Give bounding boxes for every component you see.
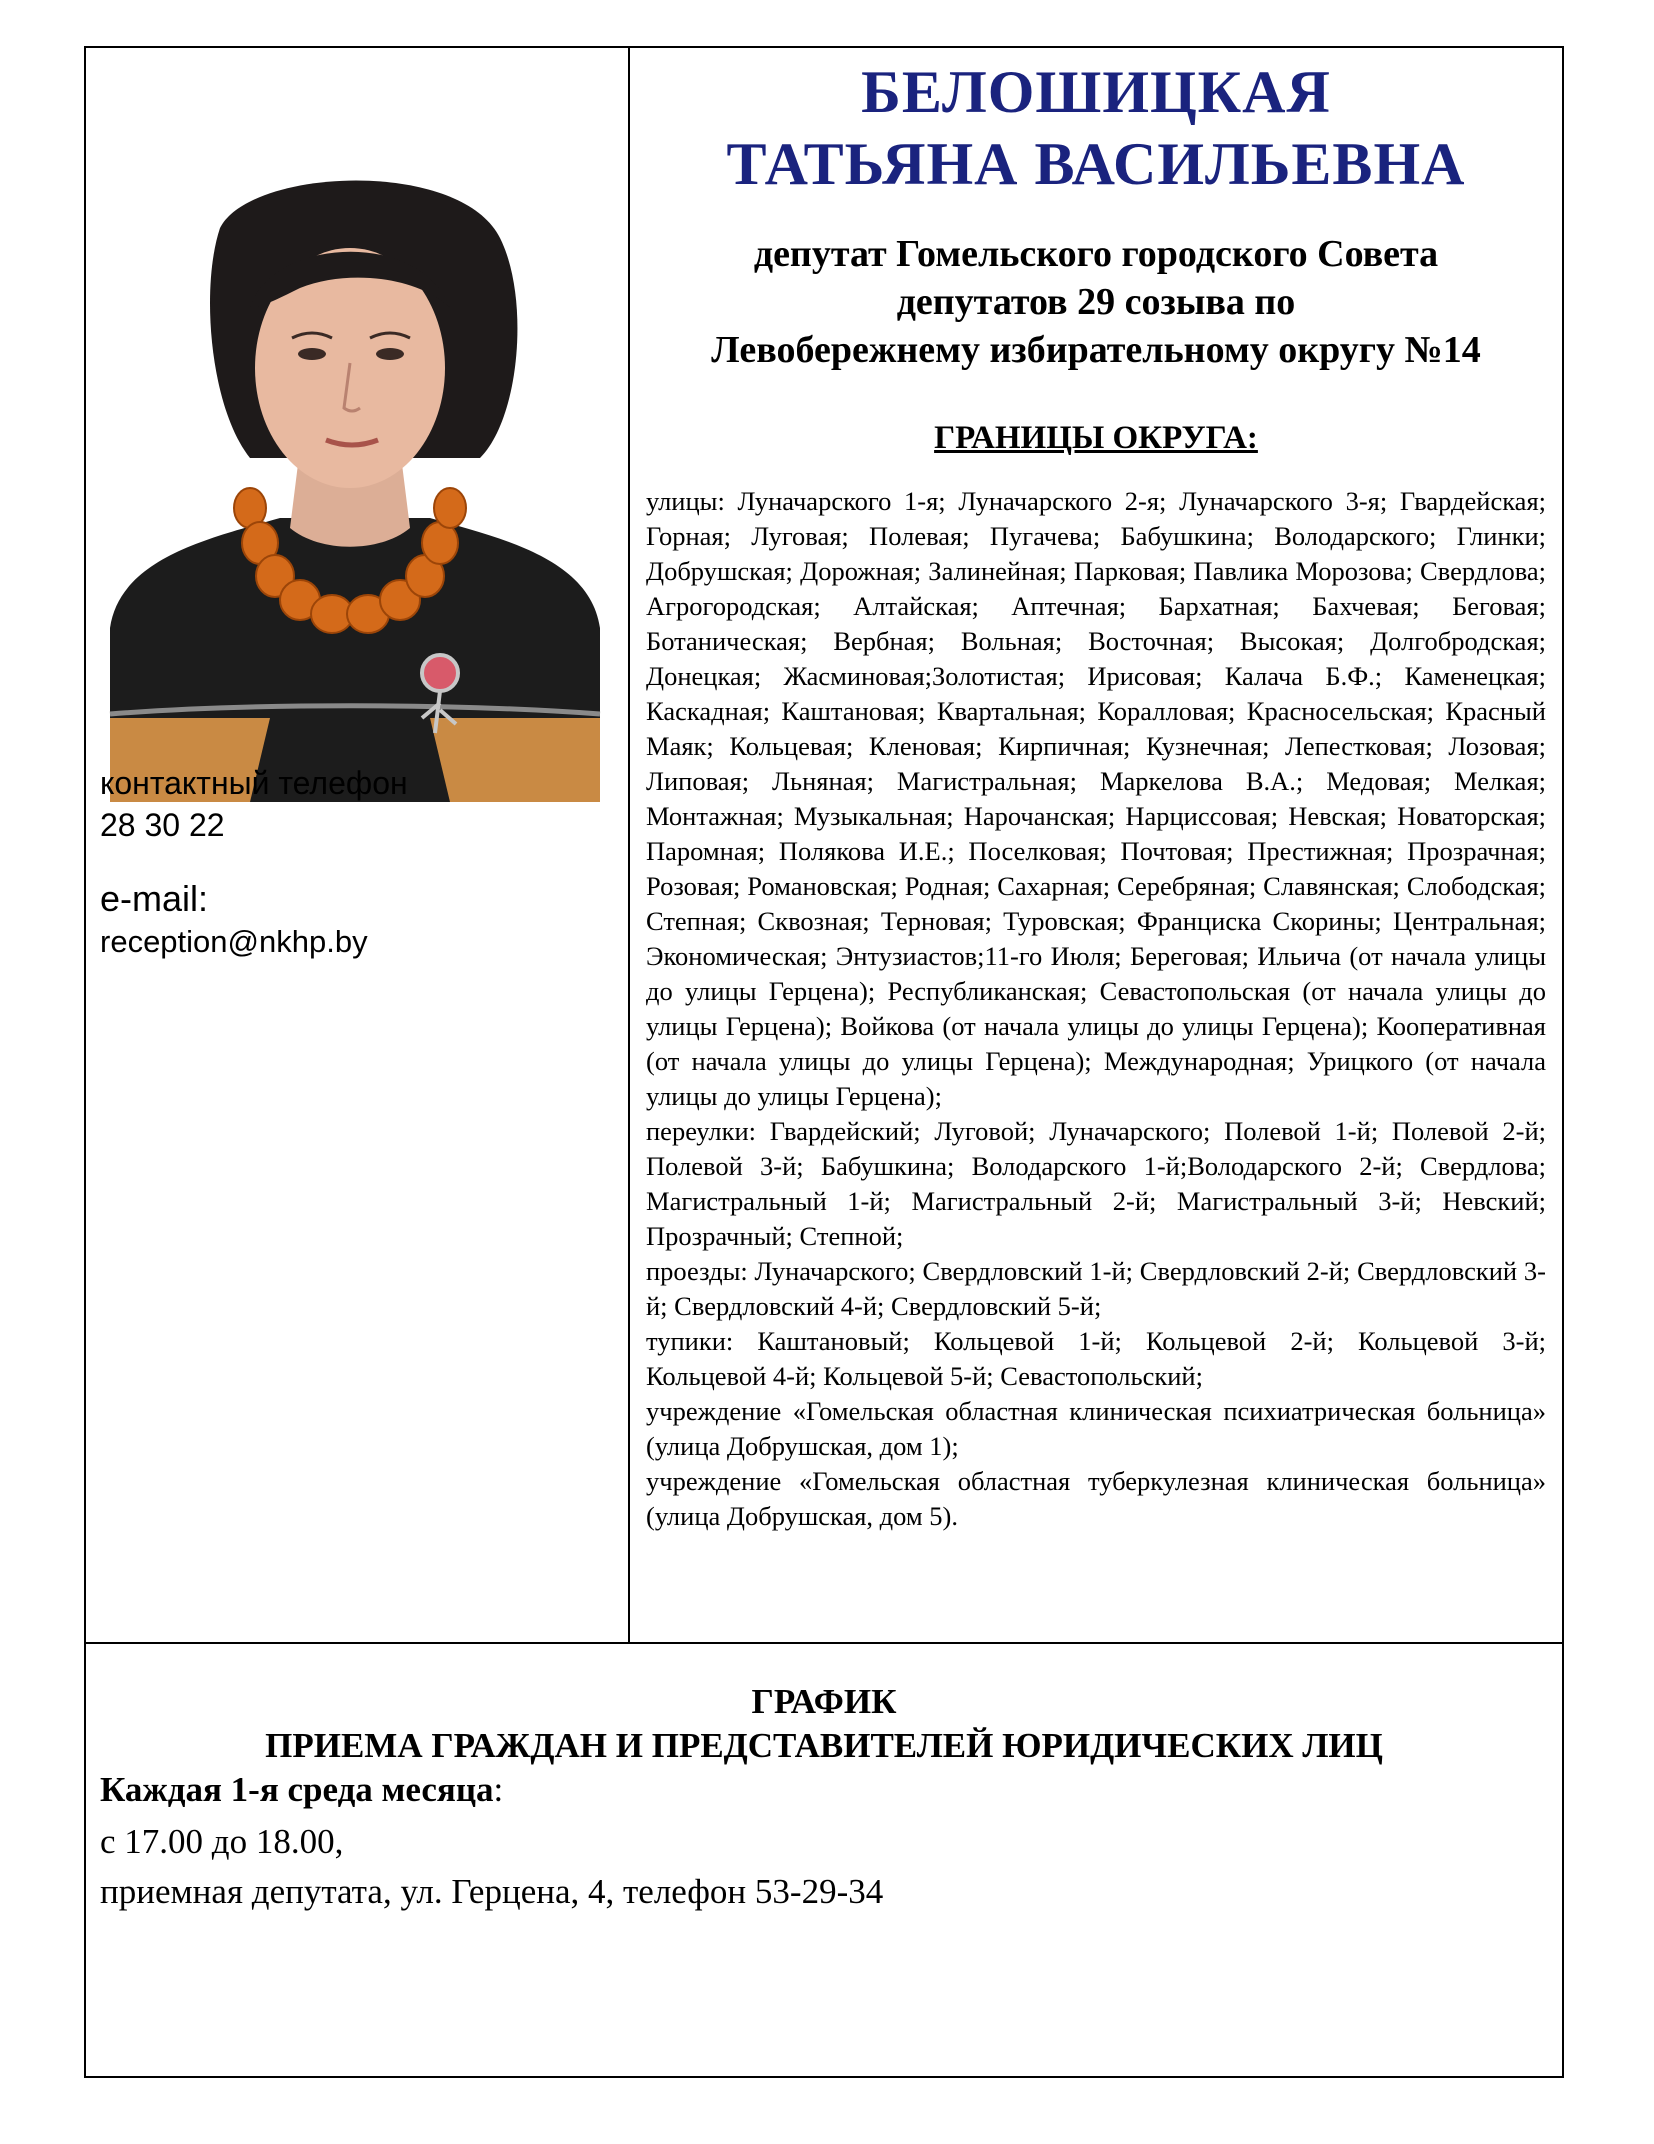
bounds-lanes: переулки: Гвардейский; Луговой; Луначарского; Полевой 1-й; Полевой 2-й; Полевой 3-й; Бабушкина; Володарского 1-й;Володарского 2-й; Свердлова; Магистральный 1-й; Магистральный 2-й; Магистральный 3-й; Невский; Прозрачный; Степной; bbox=[646, 1116, 1546, 1251]
phone-label: контактный телефон bbox=[100, 765, 408, 801]
position-line-2: депутатов 29 созыва по bbox=[896, 281, 1296, 323]
schedule-time: с 17.00 до 18.00, bbox=[100, 1822, 344, 1861]
district-bounds-text bbox=[646, 484, 1546, 1534]
district-bounds-title bbox=[630, 418, 1562, 458]
deputy-photo bbox=[100, 158, 604, 802]
position-line-3: Левобережнему избирательному округу №14 bbox=[711, 329, 1481, 371]
left-column bbox=[86, 48, 630, 1644]
phone-number: 28 30 22 bbox=[100, 807, 225, 843]
bounds-institution-2: учреждение «Гомельская областная туберкулезная клиническая больница» (улица Добрушская, дом 5). bbox=[646, 1466, 1546, 1531]
email-label: e-mail: bbox=[100, 878, 209, 919]
schedule-day-colon: : bbox=[493, 1770, 504, 1809]
schedule-day bbox=[100, 1768, 503, 1812]
deputy-position bbox=[630, 230, 1562, 374]
deputy-given-names: ТАТЬЯНА ВАСИЛЬЕВНА bbox=[726, 131, 1466, 197]
contact-block bbox=[100, 762, 620, 962]
schedule-place: приемная депутата, ул. Герцена, 4, телефон 53-29-34 bbox=[100, 1872, 884, 1911]
bounds-passages: проезды: Луначарского; Свердловский 1-й; Свердловский 2-й; Свердловский 3-й; Свердловский 4-й; Свердловский 5-й; bbox=[646, 1256, 1546, 1321]
position-line-1: депутат Гомельского городского Совета bbox=[753, 233, 1439, 275]
document-frame bbox=[84, 46, 1564, 2078]
bounds-streets: улицы: Луначарского 1-я; Луначарского 2-я; Луначарского 3-я; Гвардейская; Горная; Луговая; Полевая; Пугачева; Бабушкина; Володарского; Глинки; Добрушская; Дорожная; Залинейная; Парковая; Павлика Морозова; Свердлова; Агрогородская; Алтайская; Аптечная; Бархатная; Бахчевая; Беговая; Ботаническая; Вербная; Вольная; Восточная; Высокая; Долгобродская; Донецкая; Жасминовая;Золотистая; Ирисовая; Калача Б.Ф.; Каменецкая; Каскадная; Каштановая; Квартальная; Коралловая; Красносельская; Красный Маяк; Кольцевая; Кленовая; Кирпичная; Кузнечная; Лепестковая; Лозовая; Липовая; Льняная; Магистральная; Маркелова В.А.; Медовая; Мелкая; Монтажная; Музыкальная; Нарочанская; Нарциссовая; Невская; Новаторская; Паромная; Полякова И.Е.; Поселковая; Почтовая; Престижная; Прозрачная; Розовая; Романовская; Родная; Сахарная; Серебряная; Славянская; Слободская; Степная; Сквозная; Терновая; Туровская; Франциска Скорины; Центральная; Экономическая; Энтузиастов;11-го Июля; Береговая; Ильича (от начала улицы до улицы Герцена); Республиканская; Севастопольская (от начала улицы до улицы Герцена); Войкова (от начала улицы до улицы Герцена); Кооперативная (от начала улицы до улицы Герцена); Международная; Урицкого (от начала улицы до улицы Герцена); bbox=[646, 486, 1546, 1111]
email-address: reception@nkhp.by bbox=[100, 924, 368, 959]
right-column bbox=[630, 48, 1562, 1644]
deputy-name bbox=[630, 56, 1562, 200]
district-bounds-heading: ГРАНИЦЫ ОКРУГА: bbox=[934, 420, 1258, 456]
schedule-day-text: Каждая 1-я среда месяца bbox=[100, 1770, 494, 1809]
bounds-institution-1: учреждение «Гомельская областная клиническая психиатрическая больница» (улица Добрушская, дом 1); bbox=[646, 1396, 1546, 1461]
bounds-dead-ends: тупики: Каштановый; Кольцевой 1-й; Кольцевой 2-й; Кольцевой 3-й; Кольцевой 4-й; Кольцевой 5-й; Севастопольский; bbox=[646, 1326, 1546, 1391]
reception-schedule bbox=[86, 1644, 1562, 2078]
schedule-title: ГРАФИК bbox=[751, 1682, 897, 1721]
schedule-subtitle: ПРИЕМА ГРАЖДАН И ПРЕДСТАВИТЕЛЕЙ ЮРИДИЧЕСКИХ ЛИЦ bbox=[265, 1726, 1383, 1765]
deputy-surname: БЕЛОШИЦКАЯ bbox=[861, 59, 1331, 125]
